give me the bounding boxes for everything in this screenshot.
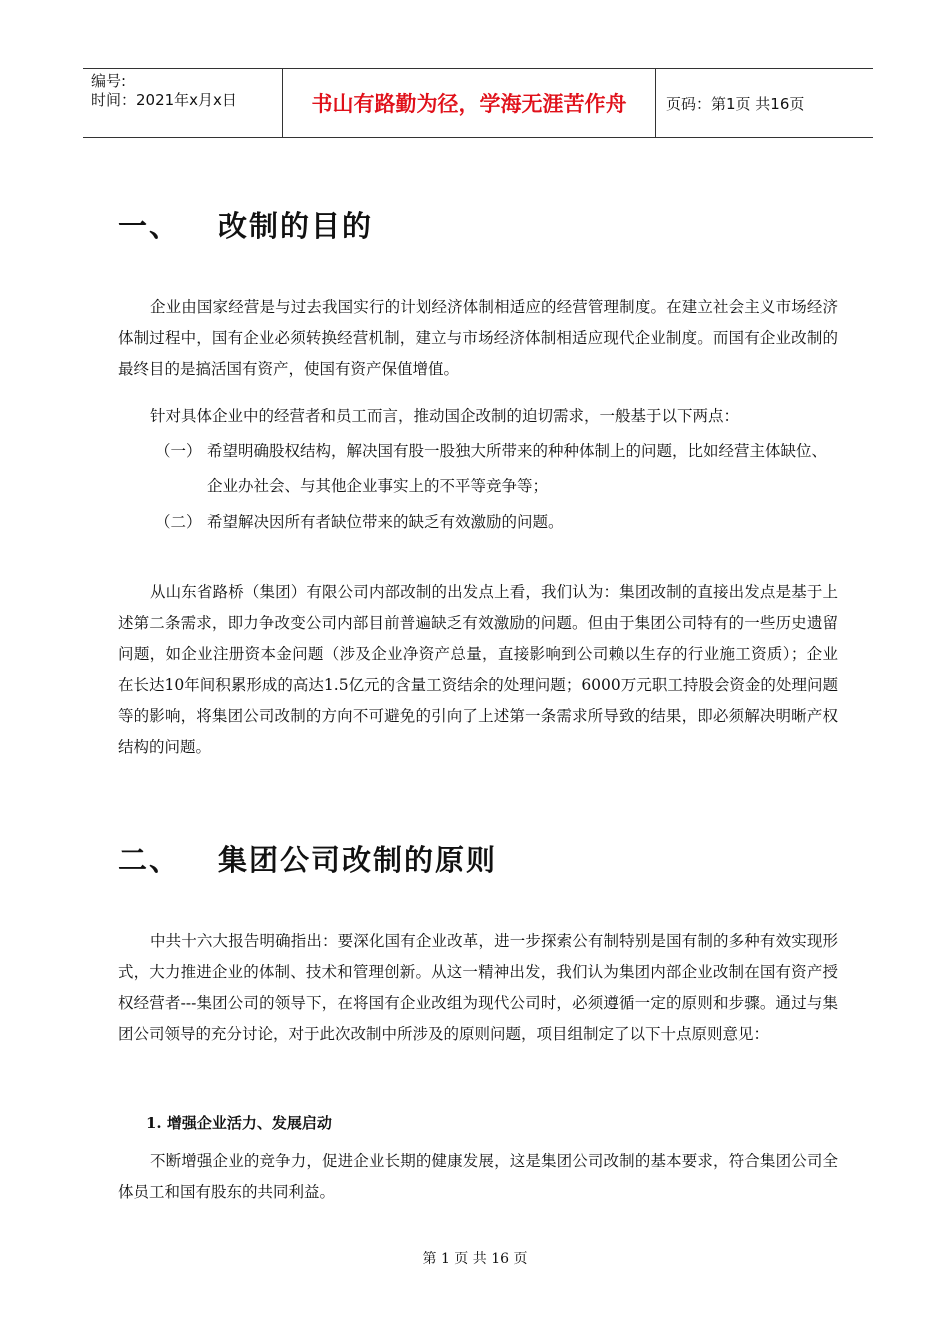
section-1-number: 一、 bbox=[118, 209, 181, 243]
list-item-text: 希望解决因所有者缺位带来的缺乏有效激励的问题。 bbox=[207, 513, 564, 531]
list-item bbox=[155, 434, 838, 504]
section-1-heading bbox=[118, 204, 373, 245]
list-item-marker: （二） bbox=[155, 513, 202, 531]
section-1-paragraph-3: 从山东省路桥（集团）有限公司内部改制的出发点上看，我们认为：集团改制的直接出发点是基于上述第二条需求，即力争改变公司内部目前普遍缺乏有效激励的问题。但由于集团公司特有的一些历史遗留问题，如企业注册资本金问题（涉及企业净资产总量，直接影响到公司赖以生存的行业施工资质）；企业在长达10年间积累形成的高达1.5亿元的含量工资结余的处理问题；6000万元职工持股会资金的处理问题等的影响，将集团公司改制的方向不可避免的引向了上述第一条需求所导致的结果，即必须解决明晰产权结构的问题。 bbox=[118, 583, 838, 756]
section-2-number: 二、 bbox=[118, 843, 181, 877]
header-page-label: 页码：第1页 共16页 bbox=[666, 94, 805, 113]
section-2-title: 集团公司改制的原则 bbox=[218, 843, 498, 877]
page-header bbox=[83, 68, 873, 138]
section-1-paragraph-1: 企业由国家经营是与过去我国实行的计划经济体制相适应的经营管理制度。在建立社会主义市场经济体制过程中，国有企业必须转换经营机制，建立与市场经济体制相适应现代企业制度。而国有企业改制的最终目的是搞活国有资产，使国有资产保值增值。 bbox=[118, 298, 838, 378]
number-label: 编号: bbox=[91, 72, 127, 90]
section-2-heading bbox=[118, 838, 497, 879]
section-2-paragraph-1: 中共十六大报告明确指出：要深化国有企业改革，进一步探索公有制特别是国有制的多种有效实现形式，大力推进企业的体制、技术和管理创新。从这一精神出发，我们认为集团内部企业改制在国有资产授权经营者---集团公司的领导下，在将国有企业改组为现代公司时，必须遵循一定的原则和步骤。通过与集团公司领导的充分讨论，对于此次改制中所涉及的原则问题，项目组制定了以下十点原则意见： bbox=[118, 932, 838, 1043]
header-meta bbox=[83, 69, 283, 137]
header-motto: 书山有路勤为径，学海无涯苦作舟 bbox=[283, 69, 656, 137]
list-item-marker: （一） bbox=[155, 442, 202, 460]
section-1-title: 改制的目的 bbox=[218, 209, 374, 243]
section-1-paragraph-2: 针对具体企业中的经营者和员工而言，推动国企改制的迫切需求，一般基于以下两点： bbox=[150, 407, 740, 425]
list-item-text: 希望明确股权结构，解决国有股一股独大所带来的种种体制上的问题，比如经营主体缺位、企业办社会、与其他企业事实上的不平等竞争等； bbox=[207, 442, 828, 495]
page-footer: 第 1 页 共 16 页 bbox=[422, 1251, 528, 1267]
time-label: 时间：2021年x月x日 bbox=[91, 91, 237, 109]
list-item bbox=[155, 505, 838, 540]
subsection-1-heading: 1. 增强企业活力、发展启动 bbox=[146, 1114, 332, 1132]
section-2-paragraph-2: 不断增强企业的竞争力，促进企业长期的健康发展，这是集团公司改制的基本要求，符合集团公司全体员工和国有股东的共同利益。 bbox=[118, 1152, 838, 1201]
